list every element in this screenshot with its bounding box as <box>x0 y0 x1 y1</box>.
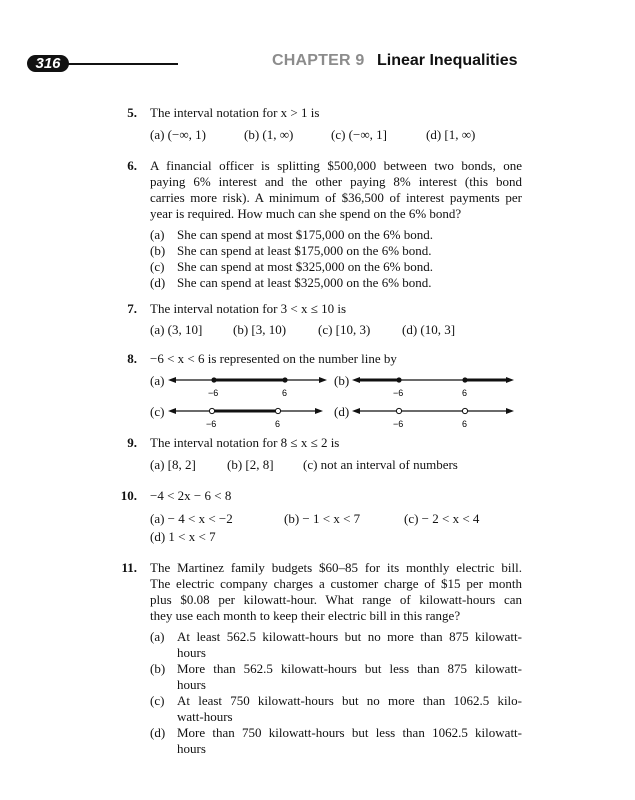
q11-option-c-line: At least 750 kilowatt-hours but no more than 1062.5 kilo- <box>177 693 522 708</box>
arrow-left-icon <box>168 408 176 414</box>
q6-line: paying 6% interest and the other paying 8% interest (this bond <box>150 174 522 189</box>
q11-text <box>150 560 522 624</box>
q11-option-d-key: (d) <box>150 725 166 740</box>
q7-option-c: (c) [10, 3) <box>318 322 371 337</box>
q7-option-a: (a) (3, 10] <box>150 322 203 337</box>
q11-option-b <box>177 661 522 693</box>
q5-option-c: (c) (−∞, 1] <box>331 127 387 142</box>
q9-option-a: (a) [8, 2] <box>150 457 196 472</box>
q8-number-line-c <box>168 403 324 431</box>
q6-number: 6. <box>127 158 137 173</box>
open-endpoint-right <box>462 408 467 413</box>
closed-endpoint-left <box>396 377 401 382</box>
closed-endpoint-left <box>211 377 216 382</box>
q11-option-b-key: (b) <box>150 661 166 676</box>
q6-line: year is required. How much can she spend on the 6% bond? <box>150 206 462 221</box>
q8-option-c-key: (c) <box>150 404 165 419</box>
q11-option-d-line: hours <box>177 741 206 756</box>
q8-number-line-d <box>352 403 515 431</box>
q6-option-d: She can spend at least $325,000 on the 6% bond. <box>177 275 432 290</box>
q6-option-c: She can spend at most $325,000 on the 6% bond. <box>177 259 433 274</box>
q6-option-a: She can spend at most $175,000 on the 6% bond. <box>177 227 433 242</box>
q9-text: The interval notation for 8 ≤ x ≤ 2 is <box>150 435 340 450</box>
q11-number: 11. <box>121 560 137 575</box>
q11-option-a <box>177 629 522 661</box>
q11-line: they use each month to keep their electric bill in this range? <box>150 608 461 623</box>
tick-label-right: 6 <box>462 388 468 398</box>
q11-line: The Martinez family budgets $60–85 for its monthly electric bill. <box>150 560 522 575</box>
page-number-badge: 316 <box>27 55 69 72</box>
q10-number: 10. <box>120 488 137 503</box>
q6-option-b-key: (b) <box>150 243 166 258</box>
q10-option-b: (b) − 1 < x < 7 <box>284 511 361 526</box>
q8-option-b-key: (b) <box>334 373 350 388</box>
q10-text: −4 < 2x − 6 < 8 <box>150 488 232 503</box>
q11-option-c <box>177 693 522 725</box>
q11-option-c-line: watt-hours <box>177 709 233 724</box>
header-rule <box>62 63 178 65</box>
arrow-right-icon <box>319 377 327 383</box>
q5-number: 5. <box>127 105 137 120</box>
tick-label-left: −6 <box>393 388 404 398</box>
q11-option-d-line: More than 750 kilowatt-hours but less than 1062.5 kilowatt- <box>177 725 522 740</box>
q8-option-a-key: (a) <box>150 373 165 388</box>
q7-option-d: (d) (10, 3] <box>402 322 456 337</box>
q5-option-a: (a) (−∞, 1) <box>150 127 206 142</box>
tick-label-right: 6 <box>462 419 468 429</box>
chapter-title: Linear Inequalities <box>377 52 518 69</box>
q11-line: plus $0.08 per kilowatt-hour. What range of kilowatt-hours can <box>150 592 522 607</box>
q9-number: 9. <box>127 435 137 450</box>
q6-option-d-key: (d) <box>150 275 166 290</box>
q8-number-line-b <box>352 372 515 400</box>
tick-label-right: 6 <box>282 388 288 398</box>
q8-text: −6 < x < 6 is represented on the number line by <box>150 351 397 366</box>
arrow-right-icon <box>506 408 514 414</box>
q6-line: A financial officer is splitting $500,000 between two bonds, one <box>150 158 522 173</box>
q6-option-c-key: (c) <box>150 259 165 274</box>
q11-line: The electric company charges a customer charge of $15 per month <box>150 576 522 591</box>
arrow-right-icon <box>315 408 323 414</box>
q11-option-b-line: hours <box>177 677 206 692</box>
arrow-left-icon <box>352 408 360 414</box>
closed-endpoint-right <box>282 377 287 382</box>
q6-option-a-key: (a) <box>150 227 165 242</box>
q11-option-a-line: hours <box>177 645 206 660</box>
q6-line: carries more risk). A minimum of $36,500 of interest payments per <box>150 190 522 205</box>
q5-text: The interval notation for x > 1 is <box>150 105 320 120</box>
arrow-left-icon <box>168 377 176 383</box>
open-endpoint-left <box>209 408 214 413</box>
q11-option-a-line: At least 562.5 kilowatt-hours but no more than 875 kilowatt- <box>177 629 522 644</box>
tick-label-left: −6 <box>206 419 217 429</box>
q11-option-b-line: More than 562.5 kilowatt-hours but less than 875 kilowatt- <box>177 661 522 676</box>
q7-text: The interval notation for 3 < x ≤ 10 is <box>150 301 347 316</box>
tick-label-right: 6 <box>275 419 281 429</box>
q7-option-b: (b) [3, 10) <box>233 322 287 337</box>
q10-option-c: (c) − 2 < x < 4 <box>404 511 480 526</box>
tick-label-left: −6 <box>393 419 404 429</box>
q6-text <box>150 158 522 222</box>
q8-number-line-a <box>168 372 328 400</box>
q11-option-c-key: (c) <box>150 693 165 708</box>
q9-option-b: (b) [2, 8] <box>227 457 274 472</box>
q8-number: 8. <box>127 351 137 366</box>
q5-option-b: (b) (1, ∞) <box>244 127 294 142</box>
q10-option-d: (d) 1 < x < 7 <box>150 529 216 544</box>
q6-option-b: She can spend at least $175,000 on the 6% bond. <box>177 243 432 258</box>
tick-label-left: −6 <box>208 388 219 398</box>
q10-option-a: (a) − 4 < x < −2 <box>150 511 233 526</box>
chapter-label: CHAPTER 9 <box>272 52 365 69</box>
q5-option-d: (d) [1, ∞) <box>426 127 476 142</box>
q8-option-d-key: (d) <box>334 404 350 419</box>
q11-option-d <box>177 725 522 757</box>
closed-endpoint-right <box>462 377 467 382</box>
q11-option-a-key: (a) <box>150 629 165 644</box>
open-endpoint-left <box>396 408 401 413</box>
q7-number: 7. <box>127 301 137 316</box>
open-endpoint-right <box>275 408 280 413</box>
q9-option-c: (c) not an interval of numbers <box>303 457 458 472</box>
